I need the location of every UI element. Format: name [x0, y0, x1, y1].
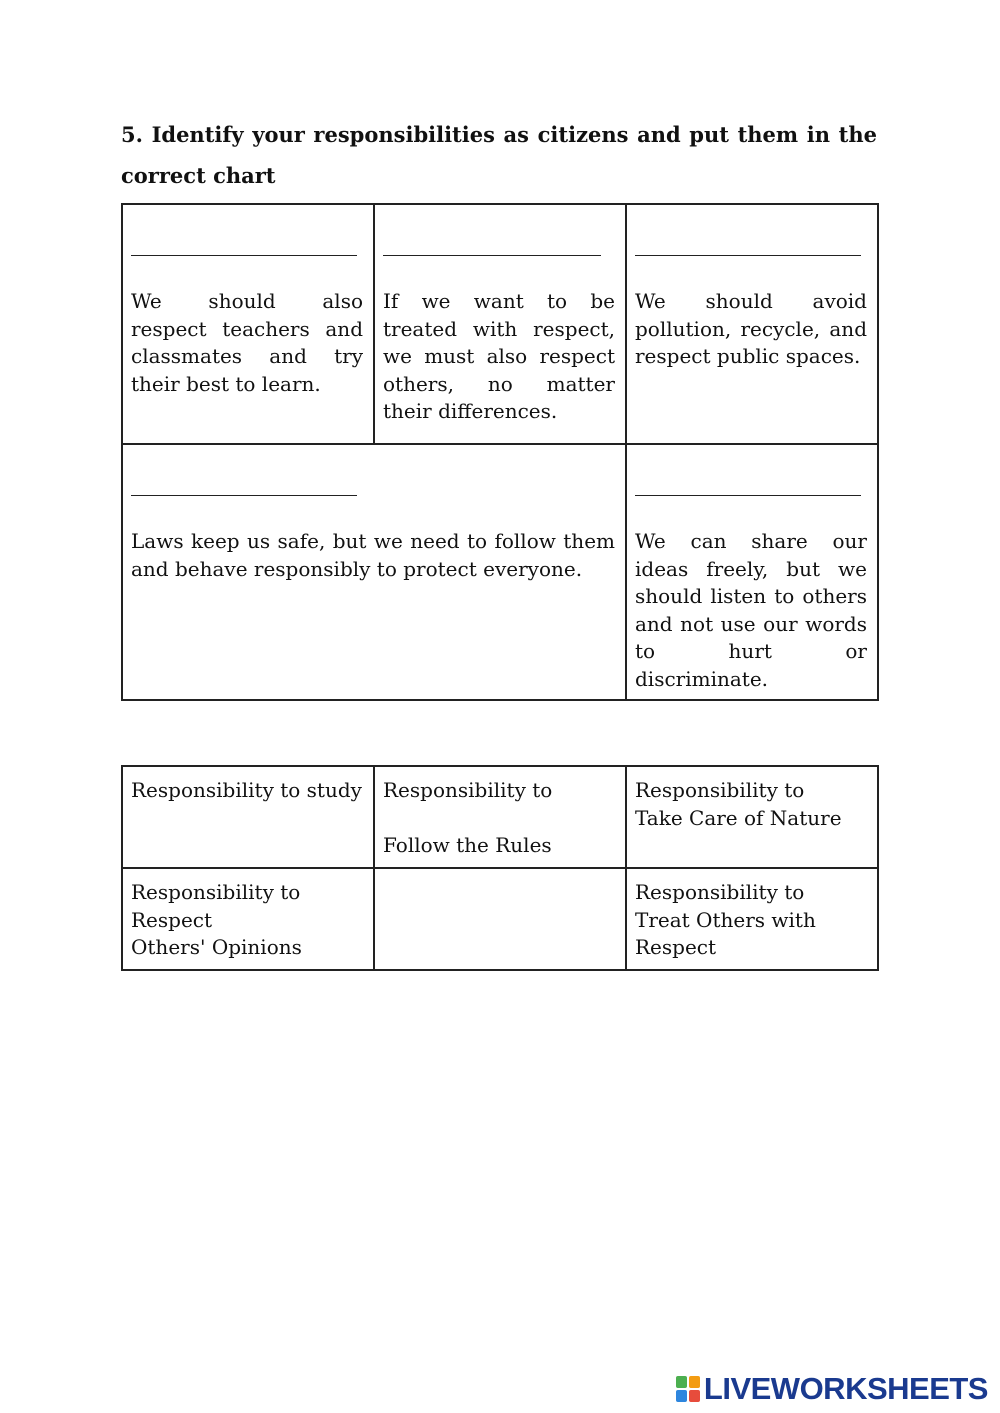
answer-option[interactable]: Responsibility to Respect Others' Opinions [122, 868, 374, 970]
answer-option[interactable]: Responsibility to Follow the Rules [374, 766, 626, 868]
answer-blank[interactable] [635, 255, 861, 256]
answer-option-empty [374, 868, 626, 970]
chart-description: We can share our ideas freely, but we should listen to others and not use our words to hurt or discriminate. [635, 529, 867, 691]
responsibility-chart [121, 203, 879, 701]
answer-bank-table [121, 765, 879, 971]
chart-cell [374, 204, 626, 444]
chart-row [122, 444, 878, 700]
liveworksheets-logo [676, 1372, 988, 1406]
answer-blank[interactable] [383, 255, 601, 256]
answer-option[interactable]: Responsibility to study [122, 766, 374, 868]
chart-row [122, 204, 878, 444]
liveworksheets-logo-icon [676, 1376, 700, 1402]
brand-name: LIVEWORKSHEETS [703, 1371, 988, 1406]
chart-description: We should avoid pollution, recycle, and respect public spaces. [635, 289, 867, 368]
chart-description: We should also respect teachers and classmates and try their best to learn. [131, 289, 363, 396]
chart-cell [626, 444, 878, 700]
chart-cell [122, 444, 626, 700]
answer-bank-row [122, 868, 878, 970]
exercise-heading: 5. Identify your responsibilities as citizens and put them in the correct chart [121, 122, 877, 188]
chart-description: If we want to be treated with respect, we must also respect others, no matter their differences. [383, 289, 615, 423]
answer-blank[interactable] [131, 255, 357, 256]
chart-cell [626, 204, 878, 444]
chart-cell [122, 204, 374, 444]
answer-option[interactable]: Responsibility to Treat Others with Respect [626, 868, 878, 970]
answer-blank[interactable] [131, 495, 357, 496]
answer-option[interactable]: Responsibility to Take Care of Nature [626, 766, 878, 868]
chart-description: Laws keep us safe, but we need to follow them and behave responsibly to protect everyone. [131, 529, 615, 581]
answer-bank-row [122, 766, 878, 868]
answer-blank[interactable] [635, 495, 861, 496]
